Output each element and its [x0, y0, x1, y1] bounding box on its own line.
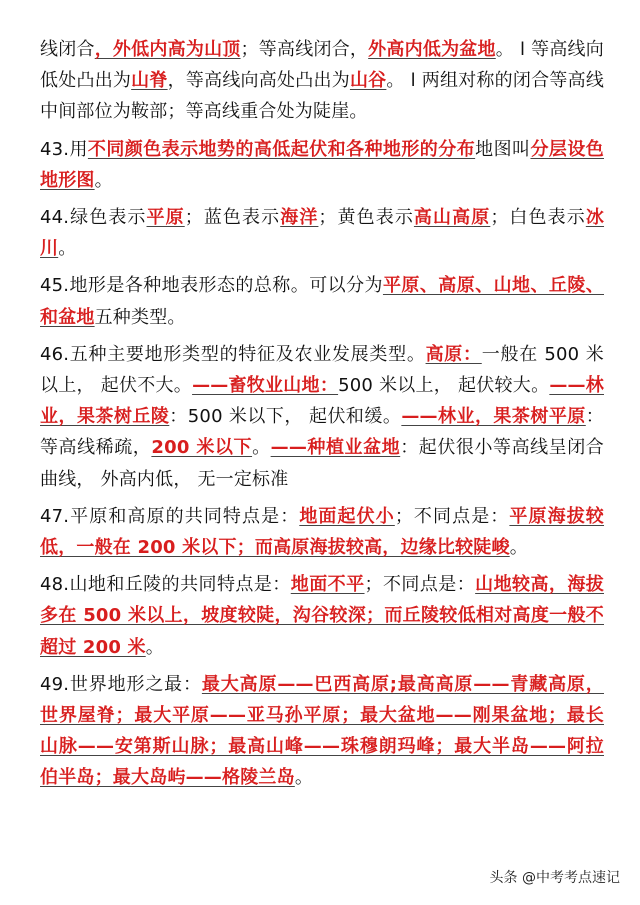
- key-term: 山脊: [131, 70, 168, 92]
- body-text: 47.平原和高原的共同特点是：: [40, 505, 300, 527]
- body-text: ：等高线稀疏，: [40, 406, 604, 459]
- key-term: 海洋: [280, 207, 319, 229]
- paragraph-intro: [40, 34, 604, 128]
- body-text: ；黄色表示: [318, 207, 414, 229]
- key-term: 地面不平: [290, 574, 365, 596]
- body-text: 线闭合: [40, 39, 95, 60]
- watermark-credit: 头条 @中考考点速记: [489, 870, 620, 886]
- paragraph-46: [40, 339, 604, 495]
- body-text: 。: [294, 767, 314, 789]
- body-text: 。: [252, 437, 271, 459]
- body-text: 49.世界地形之最：: [40, 673, 202, 695]
- body-text: 46.五种主要地形类型的特征及农业发展类型。: [40, 343, 426, 365]
- key-term: 外高内低为盆地: [368, 39, 496, 60]
- key-term: ，外低内高为山顶: [94, 39, 241, 60]
- body-text: 。: [58, 238, 77, 260]
- key-term: 平原海拔较低，一般在 200 米以下；而高原海拔较高，边缘比较陡峻: [40, 505, 605, 559]
- paragraph-43: [40, 134, 604, 196]
- body-text: 500 米以上， 起伏较大。: [338, 375, 550, 397]
- body-text: 。 l 等高线向低处凸出为: [40, 39, 604, 92]
- key-term: 平原: [146, 207, 185, 229]
- body-text: 地图叫: [475, 138, 531, 160]
- key-term: ——种植业盆地: [270, 437, 401, 459]
- body-text: 。 l 两组对称的闭合等高线中间部位为鞍部；等高线重合处为陡崖。: [40, 70, 605, 123]
- paragraph-49: [40, 669, 604, 794]
- body-text: ：500 米以下， 起伏和缓。: [169, 406, 402, 428]
- body-text: 48.山地和丘陵的共同特点是：: [40, 574, 291, 596]
- body-text: ：起伏很小等高线呈闭合曲线， 外高内低， 无一定标准: [40, 437, 605, 490]
- key-term: 平原、高原、山地、丘陵、和盆地: [40, 275, 604, 328]
- body-text: 一般在 500 米以上， 起伏不大。: [40, 343, 604, 397]
- key-term: ——林业，果茶树平原: [401, 406, 586, 428]
- key-term: ——畜牧业山地：: [192, 375, 339, 397]
- document-body: [40, 34, 604, 800]
- body-text: 44.绿色表示: [40, 207, 147, 229]
- body-text: ；不同点是：: [394, 505, 510, 527]
- paragraph-44: [40, 202, 604, 264]
- body-text: ；蓝色表示: [184, 207, 281, 229]
- body-text: 。: [94, 169, 113, 191]
- key-term: 冰川: [40, 207, 605, 260]
- key-term: ——林业，果茶树丘陵: [40, 375, 604, 428]
- key-term: 200 米以下: [151, 437, 253, 459]
- body-text: ；等高线闭合，: [240, 39, 369, 60]
- body-text: 。: [509, 537, 528, 559]
- paragraph-47: [40, 501, 604, 563]
- body-text: ；白色表示: [490, 207, 586, 229]
- key-term: 分层设色地形图: [40, 138, 604, 191]
- body-text: 45.地形是各种地表形态的总称。可以分为: [40, 275, 383, 297]
- body-text: 五种类型。: [94, 306, 186, 328]
- paragraph-45: [40, 270, 604, 332]
- key-term: 最大高原——巴西高原;最高高原——青藏高原，世界屋脊；最大平原——亚马孙平原；最大盆地——刚果盆地；最长山脉——安第斯山脉；最高山峰——珠穆朗玛峰；最大半岛——阿拉伯半岛；最大岛屿——格陵兰岛: [40, 673, 604, 789]
- body-text: ，等高线向高处凸出为: [167, 70, 350, 92]
- body-text: 。: [145, 636, 164, 658]
- body-text: ；不同点是：: [364, 574, 476, 596]
- key-term: 山地较高，海拔多在 500 米以上，坡度较陡，沟谷较深；而丘陵较低相对高度一般不超过 200 米: [40, 574, 604, 658]
- key-term: 高山高原: [413, 207, 491, 229]
- key-term: 不同颜色表示地势的高低起伏和各种地形的分布: [87, 138, 476, 160]
- key-term: 地面起伏小: [299, 505, 395, 527]
- paragraph-48: [40, 569, 604, 663]
- body-text: 43.用: [40, 138, 88, 160]
- key-term: 山谷: [349, 70, 387, 92]
- key-term: 高原：: [425, 343, 482, 365]
